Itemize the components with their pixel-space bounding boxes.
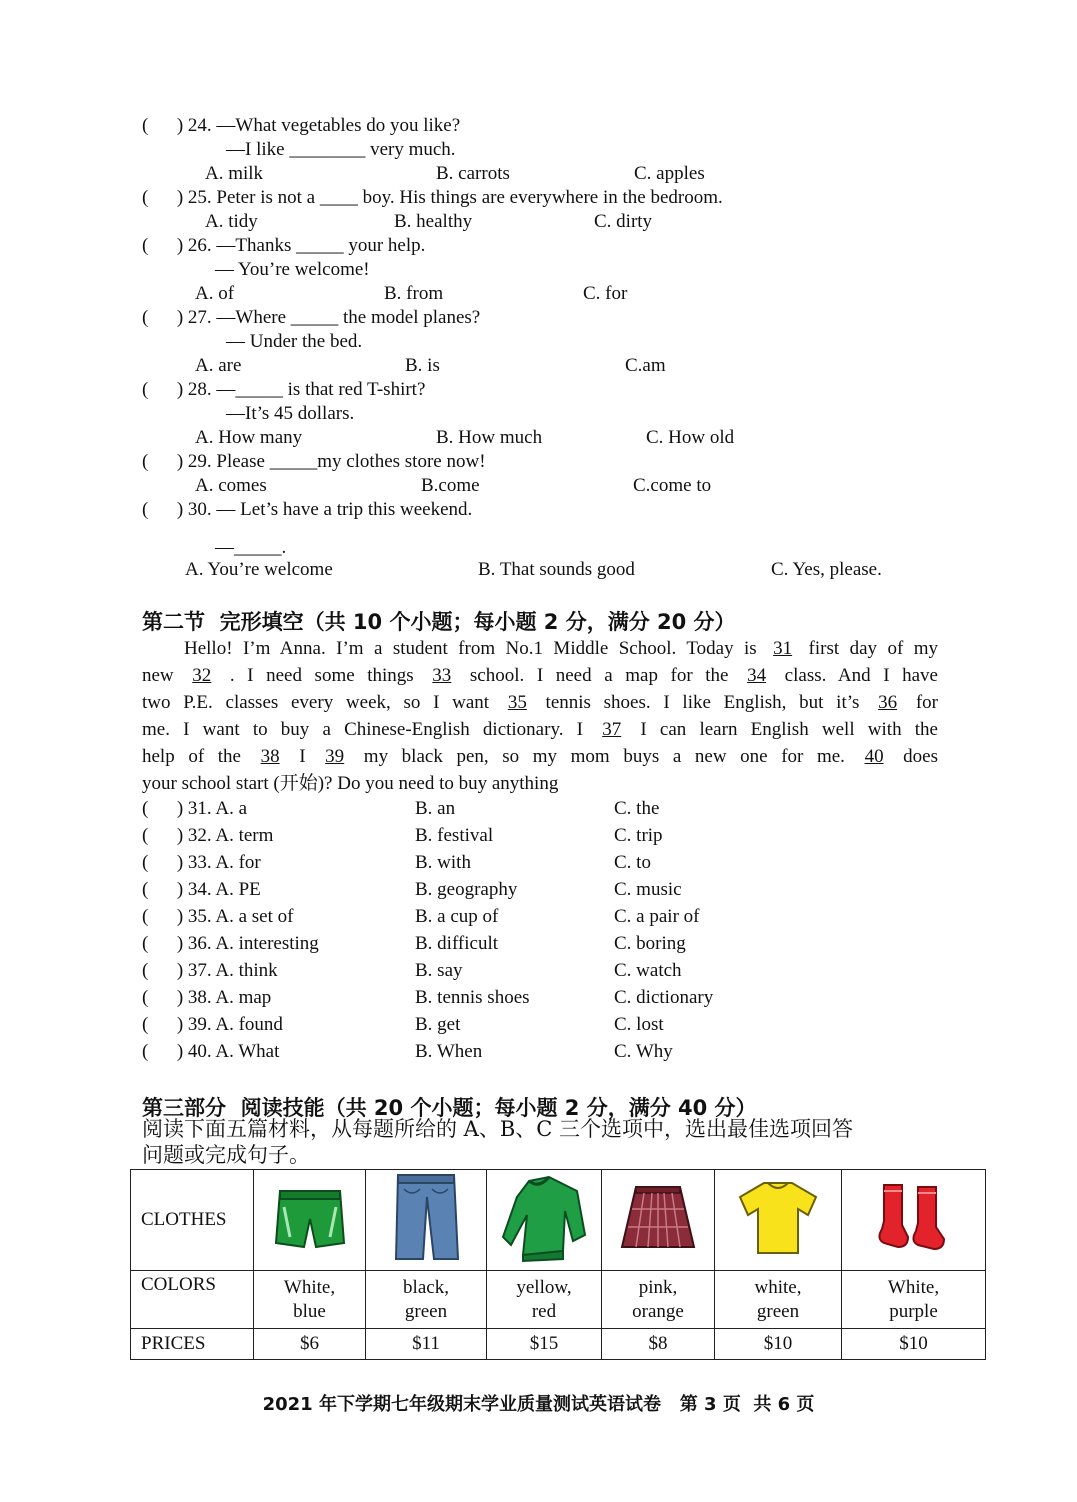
passage-line: Hello! I’m Anna. I’m a student from No.1 Middle School. Today is 31 first day of my	[184, 638, 938, 659]
row-label: COLORS	[131, 1271, 254, 1329]
question-line: —_____.	[215, 537, 287, 558]
clothes-table	[130, 1169, 986, 1360]
colors-cell: White, purple	[842, 1271, 986, 1329]
question-stem: ( ) 27. —Where _____ the model planes?	[142, 307, 481, 328]
blank-37: 37	[602, 719, 622, 740]
passage-line: help of the 38 I 39 my black pen, so my mom buys a new one for me. 40 does	[142, 746, 939, 767]
blank-32: 32	[192, 665, 212, 686]
passage-line: your school start (开始)? Do you need to buy anything	[142, 773, 559, 794]
green-sweater-icon	[499, 1171, 589, 1263]
question-line: —I like ________ very much.	[226, 139, 456, 160]
option-c: C. How old	[646, 427, 735, 448]
option-c: C. apples	[634, 163, 705, 184]
green-shorts-icon	[270, 1177, 350, 1257]
colors-cell: pink, orange	[602, 1271, 715, 1329]
option-c: C.come to	[633, 475, 712, 496]
price-cell: $6	[254, 1329, 366, 1360]
question-stem: ( ) 29. Please _____my clothes store now!	[142, 451, 486, 472]
instructions-line: 问题或完成句子。	[142, 1143, 310, 1167]
option-b: B. healthy	[394, 211, 473, 232]
cloze-question: ( ) 33. A. for B. with C. to	[142, 852, 651, 873]
question-stem: ( ) 28. —_____ is that red T-shirt?	[142, 379, 426, 400]
cloze-question: ( ) 38. A. map B. tennis shoes C. dictionary	[142, 987, 714, 1008]
cloze-question: ( ) 37. A. think B. say C. watch	[142, 960, 682, 981]
option-a: A. are	[195, 355, 242, 376]
red-socks-icon	[874, 1181, 954, 1253]
blank-35: 35	[507, 692, 527, 713]
cloze-question: ( ) 35. A. a set of B. a cup of C. a pair of	[142, 906, 700, 927]
clothes-cell	[842, 1170, 986, 1271]
row-label: CLOTHES	[131, 1170, 254, 1271]
prices-row	[131, 1329, 986, 1360]
cloze-question: ( ) 39. A. found B. get C. lost	[142, 1014, 664, 1035]
cloze-question: ( ) 32. A. term B. festival C. trip	[142, 825, 663, 846]
jeans-icon	[390, 1171, 462, 1263]
option-a: A. tidy	[205, 211, 258, 232]
passage-line: two P.E. classes every week, so I want 35 tennis shoes. I like English, but it’s 36 for	[142, 692, 939, 713]
row-label: PRICES	[131, 1329, 254, 1360]
option-c: C. dirty	[594, 211, 653, 232]
blank-36: 36	[878, 692, 898, 713]
colors-cell: White, blue	[254, 1271, 366, 1329]
blank-38: 38	[260, 746, 280, 767]
option-a: A. milk	[205, 163, 264, 184]
question-line: — Under the bed.	[226, 331, 363, 352]
clothes-cell	[254, 1170, 366, 1271]
option-b: B.come	[421, 475, 480, 496]
option-b: B. That sounds good	[478, 559, 635, 580]
plaid-skirt-icon	[618, 1181, 698, 1253]
option-b: B. How much	[436, 427, 543, 448]
colors-cell: yellow, red	[487, 1271, 602, 1329]
passage-line: me. I want to buy a Chinese-English dictionary. I 37 I can learn English well with the	[142, 719, 938, 740]
option-c: C. Yes, please.	[771, 559, 882, 580]
blank-33: 33	[432, 665, 452, 686]
cloze-question: ( ) 36. A. interesting B. difficult C. boring	[142, 933, 686, 954]
blank-34: 34	[747, 665, 767, 686]
option-b: B. is	[405, 355, 440, 376]
question-stem: ( ) 26. —Thanks _____ your help.	[142, 235, 426, 256]
price-cell: $8	[602, 1329, 715, 1360]
section-title: 第二节 完形填空（共 10 个小题；每小题 2 分，满分 20 分）	[142, 610, 736, 634]
option-a: A. How many	[195, 427, 303, 448]
colors-row	[131, 1271, 986, 1329]
cloze-passage	[142, 635, 938, 797]
colors-cell: white, green	[715, 1271, 842, 1329]
page-footer: 2021 年下学期七年级期末学业质量测试英语试卷 第 3 页 共 6 页	[262, 1394, 815, 1415]
clothes-cell	[487, 1170, 602, 1271]
option-c: C.am	[625, 355, 666, 376]
question-line: — You’re welcome!	[215, 259, 370, 280]
clothes-cell	[602, 1170, 715, 1271]
clothes-row	[131, 1170, 986, 1271]
section-title: 第三部分 阅读技能（共 20 个小题；每小题 2 分，满分 40 分）	[142, 1096, 757, 1120]
option-c: C. for	[583, 283, 628, 304]
price-cell: $10	[842, 1329, 986, 1360]
question-stem: ( ) 24. —What vegetables do you like?	[142, 115, 461, 136]
option-a: A. of	[195, 283, 235, 304]
instructions-line: 阅读下面五篇材料，从每题所给的 A、B、C 三个选项中，选出最佳选项回答	[142, 1117, 854, 1141]
price-cell: $15	[487, 1329, 602, 1360]
question-line: —It’s 45 dollars.	[226, 403, 355, 424]
option-b: B. from	[384, 283, 444, 304]
cloze-question: ( ) 34. A. PE B. geography C. music	[142, 879, 682, 900]
price-cell: $10	[715, 1329, 842, 1360]
option-a: A. comes	[195, 475, 267, 496]
blank-39: 39	[325, 746, 345, 767]
cloze-question: ( ) 31. A. a B. an C. the	[142, 798, 660, 819]
blank-40: 40	[864, 746, 884, 767]
cloze-question: ( ) 40. A. What B. When C. Why	[142, 1041, 673, 1062]
price-cell: $11	[366, 1329, 487, 1360]
yellow-tshirt-icon	[736, 1177, 820, 1257]
question-stem: ( ) 30. — Let’s have a trip this weekend.	[142, 499, 473, 520]
clothes-cell	[715, 1170, 842, 1271]
option-a: A. You’re welcome	[185, 559, 333, 580]
question-stem: ( ) 25. Peter is not a ____ boy. His things are everywhere in the bedroom.	[142, 187, 723, 208]
clothes-cell	[366, 1170, 487, 1271]
passage-line: new 32 . I need some things 33 school. I need a map for the 34 class. And I have	[142, 665, 938, 686]
colors-cell: black, green	[366, 1271, 487, 1329]
blank-31: 31	[773, 638, 793, 659]
option-b: B. carrots	[436, 163, 510, 184]
